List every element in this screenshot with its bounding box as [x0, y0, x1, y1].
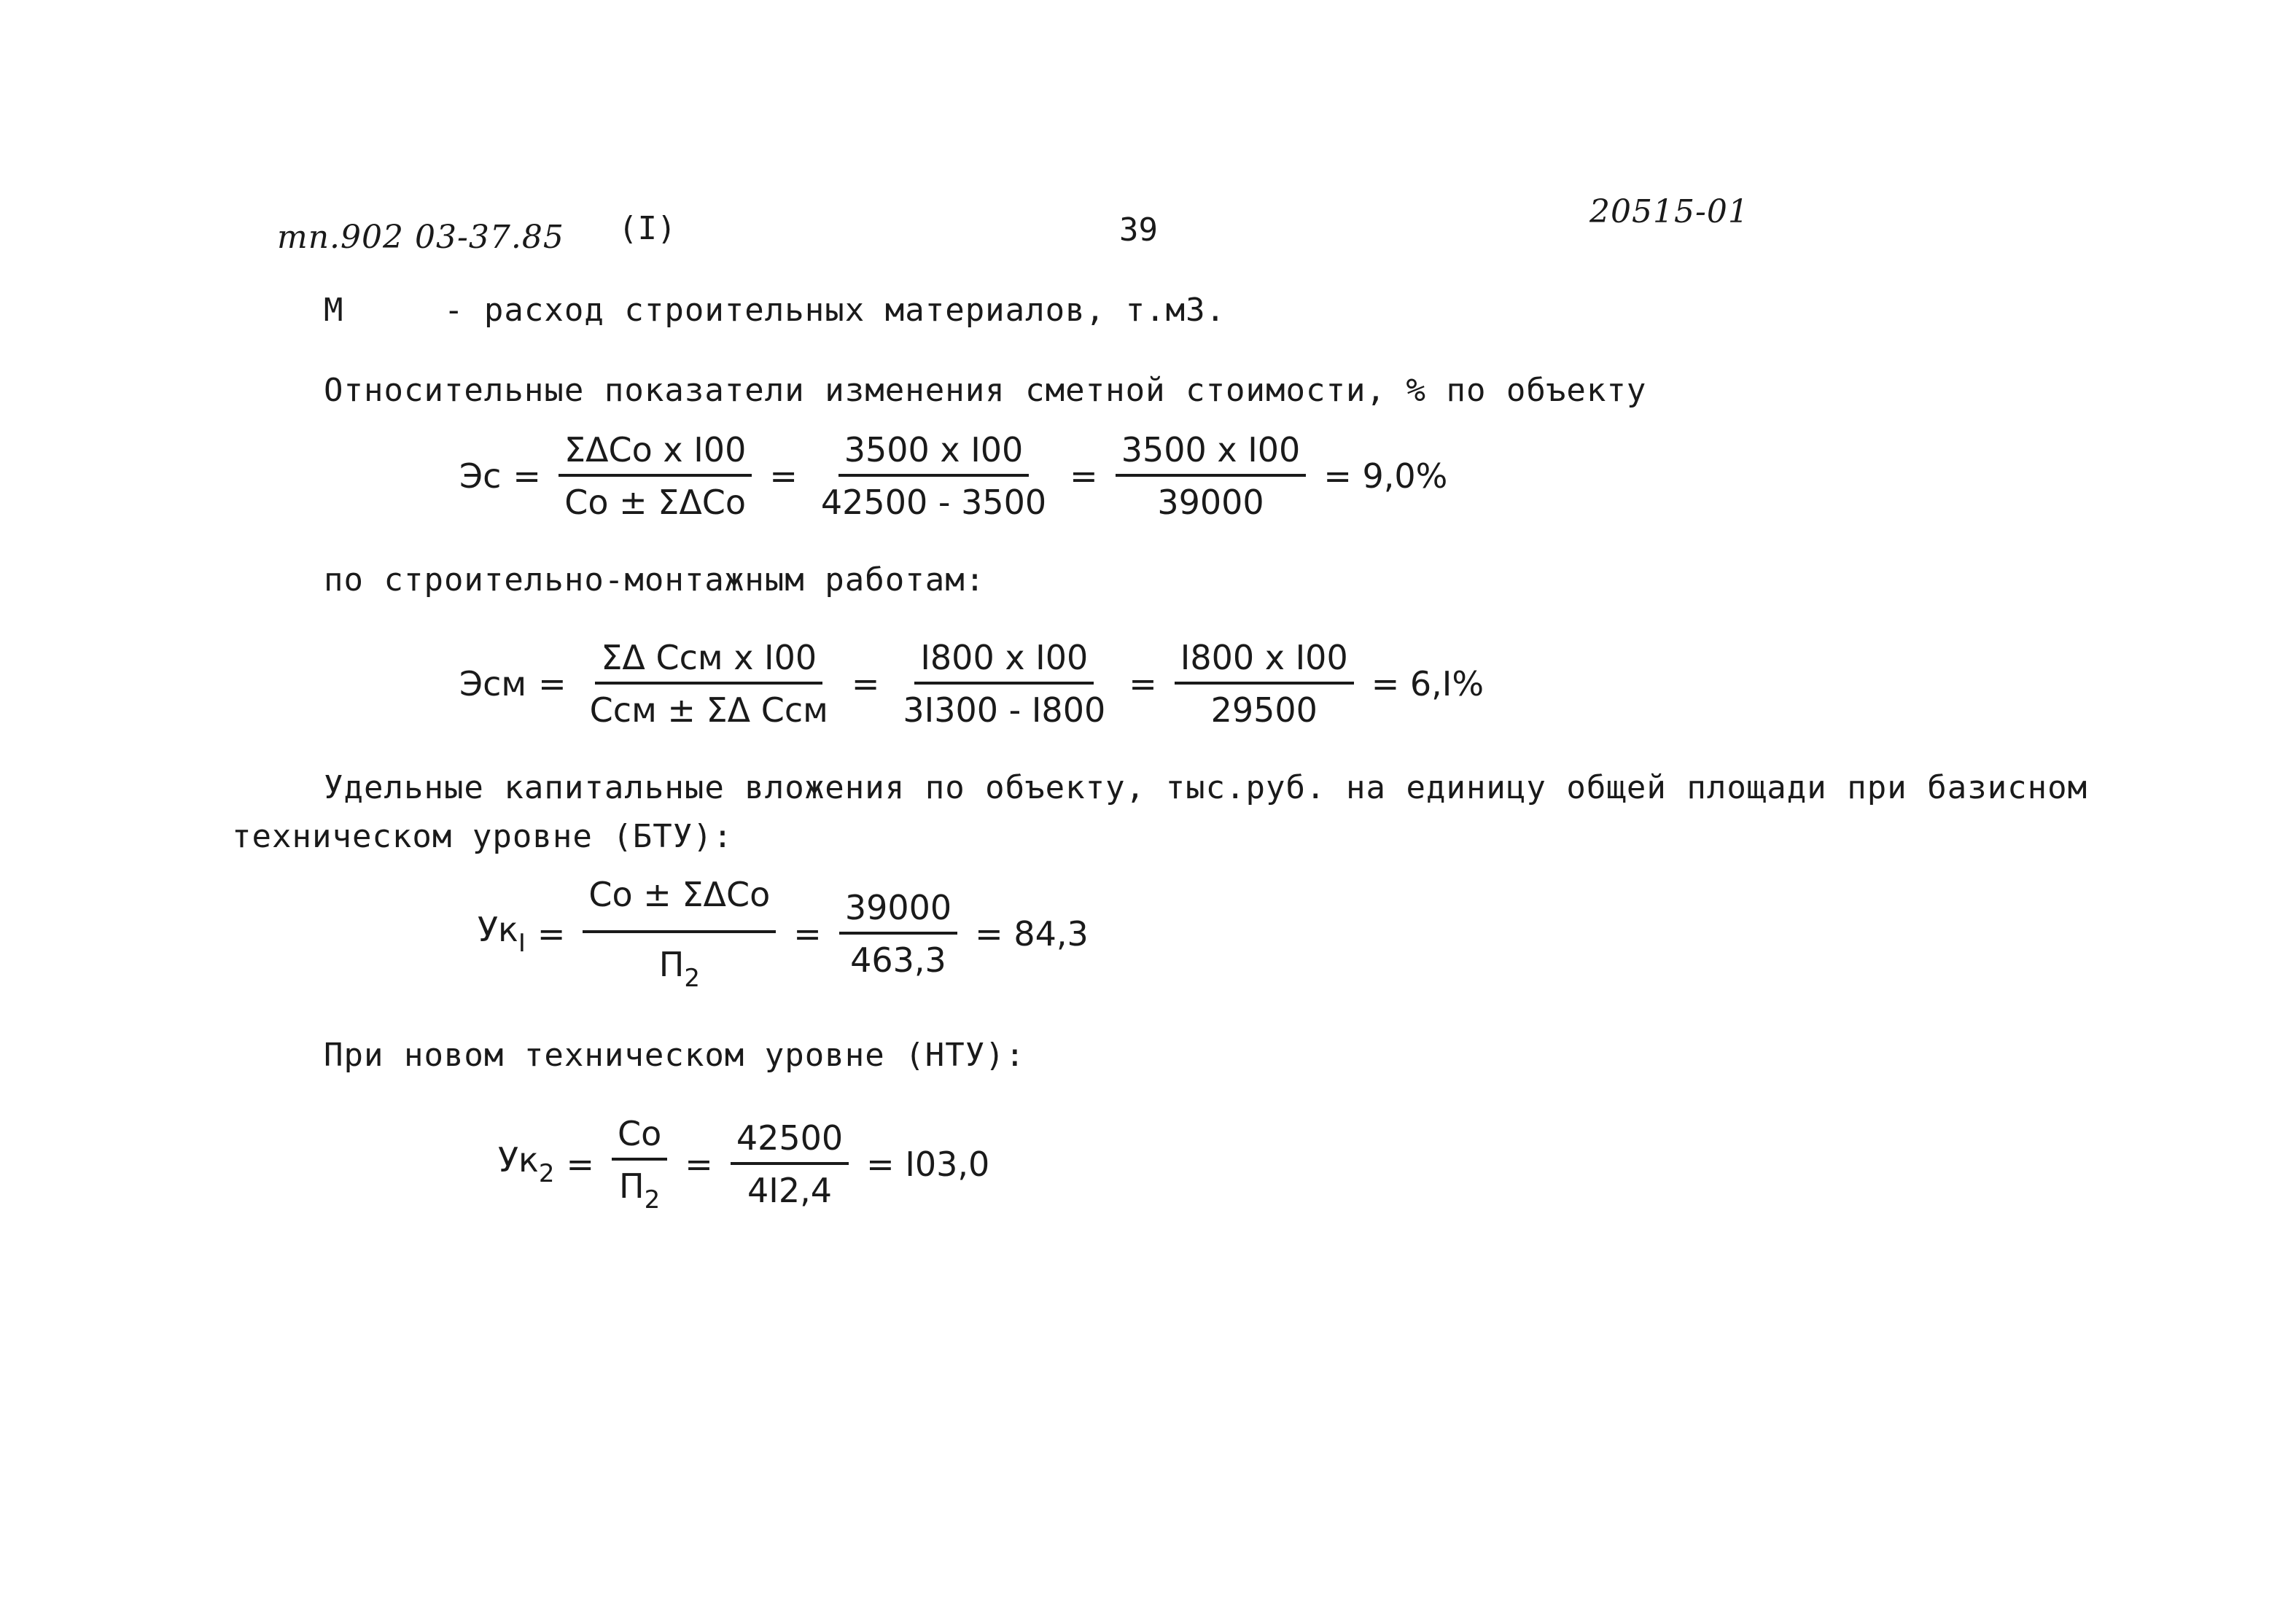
eq1-fraction-1 [559, 430, 752, 522]
eq4-f1-numerator: Со [612, 1114, 667, 1161]
eq4-f2-denominator: 4I2,4 [747, 1171, 832, 1210]
eq1-f3-denominator: 39000 [1157, 483, 1264, 522]
eq4-lhs: $Ук_2$ [498, 1140, 555, 1188]
eq1-fraction-3 [1116, 430, 1307, 522]
eq3-f2-numerator: 39000 [839, 888, 957, 935]
eq3-f2-denominator: 463,3 [850, 940, 946, 980]
eq3-result: = 84,3 [975, 914, 1089, 954]
eq1-result: = 9,0% [1323, 456, 1448, 496]
specific-investment-line-1: Удельные капитальные вложения по объекту, тыс.руб. на единицу общей площади при базисном [324, 769, 2088, 806]
eq2-f2-numerator: I800 х I00 [914, 638, 1094, 685]
eq2-fraction-2 [897, 638, 1111, 730]
eq1-lhs: Эс [459, 456, 502, 496]
eq2-f1-denominator: Ссм ± ΣΔ Ссм [589, 690, 828, 730]
relative-indicators-intro: Относительные показатели изменения сметной стоимости, % по объекту [324, 372, 1647, 409]
part-number: (I) [618, 210, 677, 247]
eq1-f1-denominator: Со ± ΣΔСо [564, 483, 747, 522]
eq3-f1-denominator: $П_2$ [658, 945, 700, 993]
m-definition: М - расход строительных материалов, т.м3. [324, 292, 1226, 329]
eq2-f3-numerator: I800 х I00 [1175, 638, 1354, 685]
eq2-fraction-3 [1175, 638, 1354, 730]
eq2-f3-denominator: 29500 [1210, 690, 1318, 730]
nty-intro: При новом техническом уровне (НТУ): [324, 1037, 1026, 1074]
eq2-result: = 6,I% [1371, 664, 1484, 703]
equation-uk2: $Ук_2$ = $\frac{Со}{П_2}$ = $\frac{42500}{4I2,4}$ = I03,0 [498, 1114, 990, 1215]
eq1-f2-denominator: 42500 - 3500 [820, 483, 1047, 522]
eq3-fraction-2 [839, 888, 957, 980]
eq3-fraction-1 [583, 875, 776, 993]
eq3-lhs: $Ук_I$ [478, 910, 526, 958]
eq4-fraction-2 [731, 1118, 849, 1210]
eq4-f2-numerator: 42500 [731, 1118, 849, 1165]
eq1-fraction-2 [815, 430, 1052, 522]
smr-intro: по строительно-монтажным работам: [324, 561, 986, 599]
specific-investment-line-2: техническом уровне (БТУ): [232, 818, 733, 855]
eq2-f2-denominator: 3I300 - I800 [903, 690, 1106, 730]
equation-ecm: Эсм = $\frac{\text{ΣΔ Ссм х I00}}{\text{Ссм ± ΣΔ Ссм}}$ = $\frac{\text{I800 х I00}}{3I300 - I800}$ = $\frac{\text{I800 х I00}}{29500}$ = 6,I% [459, 638, 1484, 730]
eq4-fraction-1 [612, 1114, 667, 1215]
eq4-f1-denominator: $П_2$ [619, 1166, 661, 1215]
eq2-f1-numerator: ΣΔ Ссм х I00 [595, 638, 822, 685]
equation-uk1: $Ук_I$ = $\frac{\text{Со ± ΣΔСо}}{П_2}$ = $\frac{39000}{463,3}$ = 84,3 [478, 875, 1089, 993]
eq1-f3-numerator: 3500 х I00 [1116, 430, 1307, 477]
page-number: 39 [1119, 211, 1158, 249]
eq1-f2-numerator: 3500 х I00 [838, 430, 1030, 477]
sheet-code: 20515-01 [1589, 193, 1749, 230]
eq1-f1-numerator: ΣΔСо х I00 [559, 430, 752, 477]
equation-ec: Эс = $\frac{\text{ΣΔСо х I00}}{\text{Со ± ΣΔСо}}$ = $\frac{\text{3500 х I00}}{42500 - 3500}$ = $\frac{\text{3500 х I00}}{39000}$ = 9,0% [459, 430, 1448, 522]
eq2-lhs: Эсм [459, 664, 527, 703]
eq2-fraction-1 [584, 638, 834, 730]
eq3-f1-numerator: Со ± ΣΔСо [583, 875, 776, 933]
eq4-result: = I03,0 [866, 1145, 990, 1184]
doc-code: тп.902 03-37.85 [277, 219, 564, 256]
